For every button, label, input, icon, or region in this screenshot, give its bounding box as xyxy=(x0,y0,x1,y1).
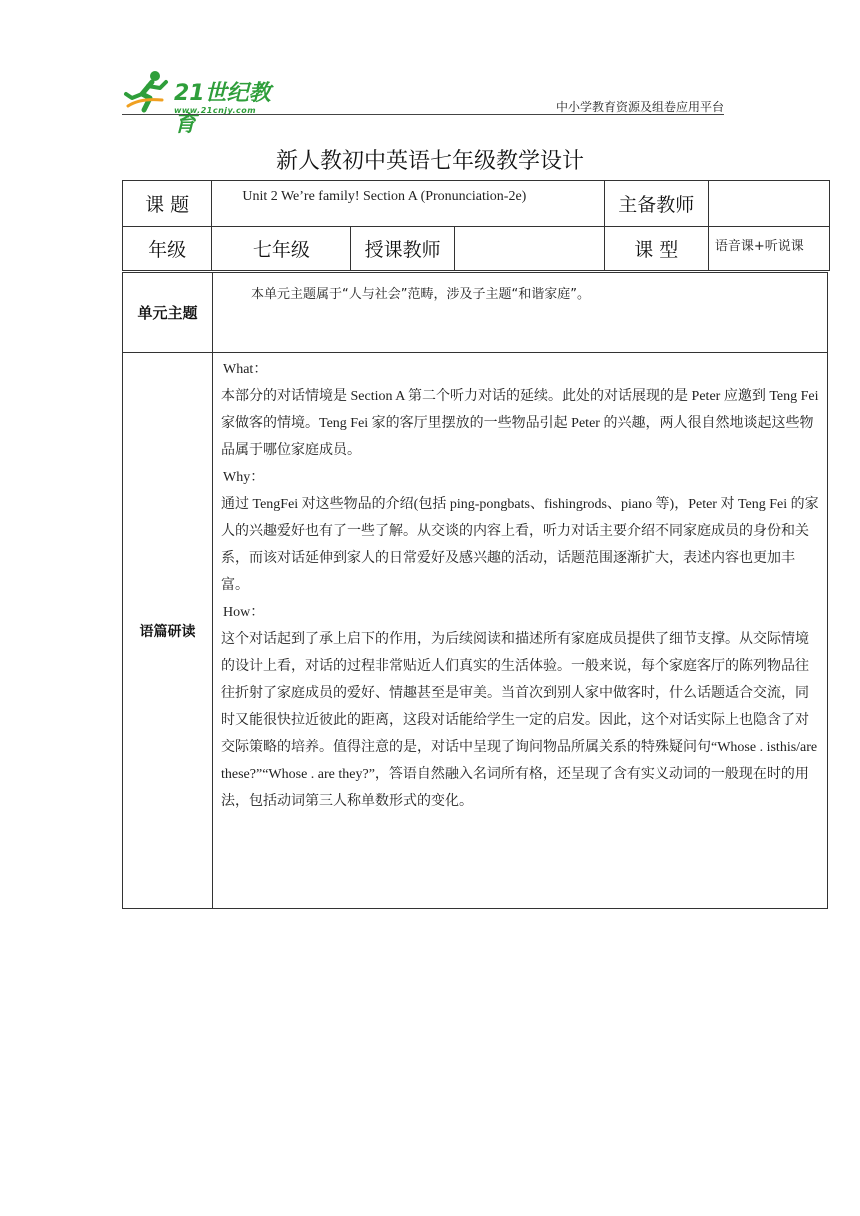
analysis-table xyxy=(122,272,828,909)
runner-logo-icon xyxy=(122,68,172,118)
how-heading: How： xyxy=(223,605,265,620)
lesson-type-label: 课 型 xyxy=(604,227,708,271)
logo-url-text: www.21cnjy.com xyxy=(174,106,257,115)
grade-label: 年级 xyxy=(123,227,212,271)
header-divider xyxy=(122,114,724,115)
text-analysis-label: 语篇研读 xyxy=(123,353,213,909)
teacher-label: 授课教师 xyxy=(351,227,454,271)
why-heading: Why： xyxy=(223,470,265,485)
course-value: Unit 2 We’re family! Section A (Pronunciation-2e) xyxy=(212,181,604,227)
grade-value: 七年级 xyxy=(212,227,351,271)
what-text: 本部分的对话情境是 Section A 第二个听力对话的延续。此处的对话展现的是 Peter 应邀到 Teng Fei 家做客的情境。Teng Fei 家的客厅里摆放的一些物品引起 Peter 的兴趣，两人很自然地谈起这些物品属于哪位家庭成员。 xyxy=(221,389,819,458)
teacher-value xyxy=(454,227,604,271)
lead-teacher-label: 主备教师 xyxy=(604,181,708,227)
lesson-type-value: 语音课+听说课 xyxy=(708,227,829,271)
course-label: 课 题 xyxy=(123,181,212,227)
logo-brand-text: 21世纪教育 xyxy=(174,81,271,137)
document-title: 新人教初中英语七年级教学设计 xyxy=(275,149,584,174)
unit-theme-text: 本单元主题属于“人与社会”范畴，涉及子主题“和谐家庭”。 xyxy=(213,273,828,353)
text-analysis-content xyxy=(213,353,828,909)
header-tagline: 中小学教育资源及组卷应用平台 xyxy=(555,100,724,114)
course-info-table xyxy=(122,180,830,271)
how-text: 这个对话起到了承上启下的作用，为后续阅读和描述所有家庭成员提供了细节支撑。从交际情境的设计上看，对话的过程非常贴近人们真实的生活体验。一般来说，每个家庭客厅的陈列物品往往折射了家庭成员的爱好、情趣甚至是审美。当首次到别人家中做客时，什么话题适合交流，同时又能很快拉近彼此的距离，这段对话能给学生一定的启发。因此，这个对话实际上也隐含了对交际策略的培养。值得注意的是，对话中呈现了询问物品所属关系的特殊疑问句“Whose . isthis/are these?”“Whose . are they?”，答语自然融入名词所有格，还呈现了含有实义动词的一般现在时的用法，包括动词第三人称单数形式的变化。 xyxy=(221,632,818,809)
why-text: 通过 TengFei 对这些物品的介绍(包括 ping-pongbats、fishingrods、piano 等)，Peter 对 Teng Fei 的家人的兴趣爱好也有了一些了解。从交谈的内容上看，听力对话主要介绍不同家庭成员的身份和关系，而该对话延伸到家人的日常爱好及感兴趣的活动，话题范围逐渐扩大，表述内容也更加丰富。 xyxy=(221,497,819,593)
what-heading: What： xyxy=(223,362,268,377)
site-logo xyxy=(122,66,292,137)
lead-teacher-value xyxy=(708,181,829,227)
unit-theme-label: 单元主题 xyxy=(123,273,213,353)
